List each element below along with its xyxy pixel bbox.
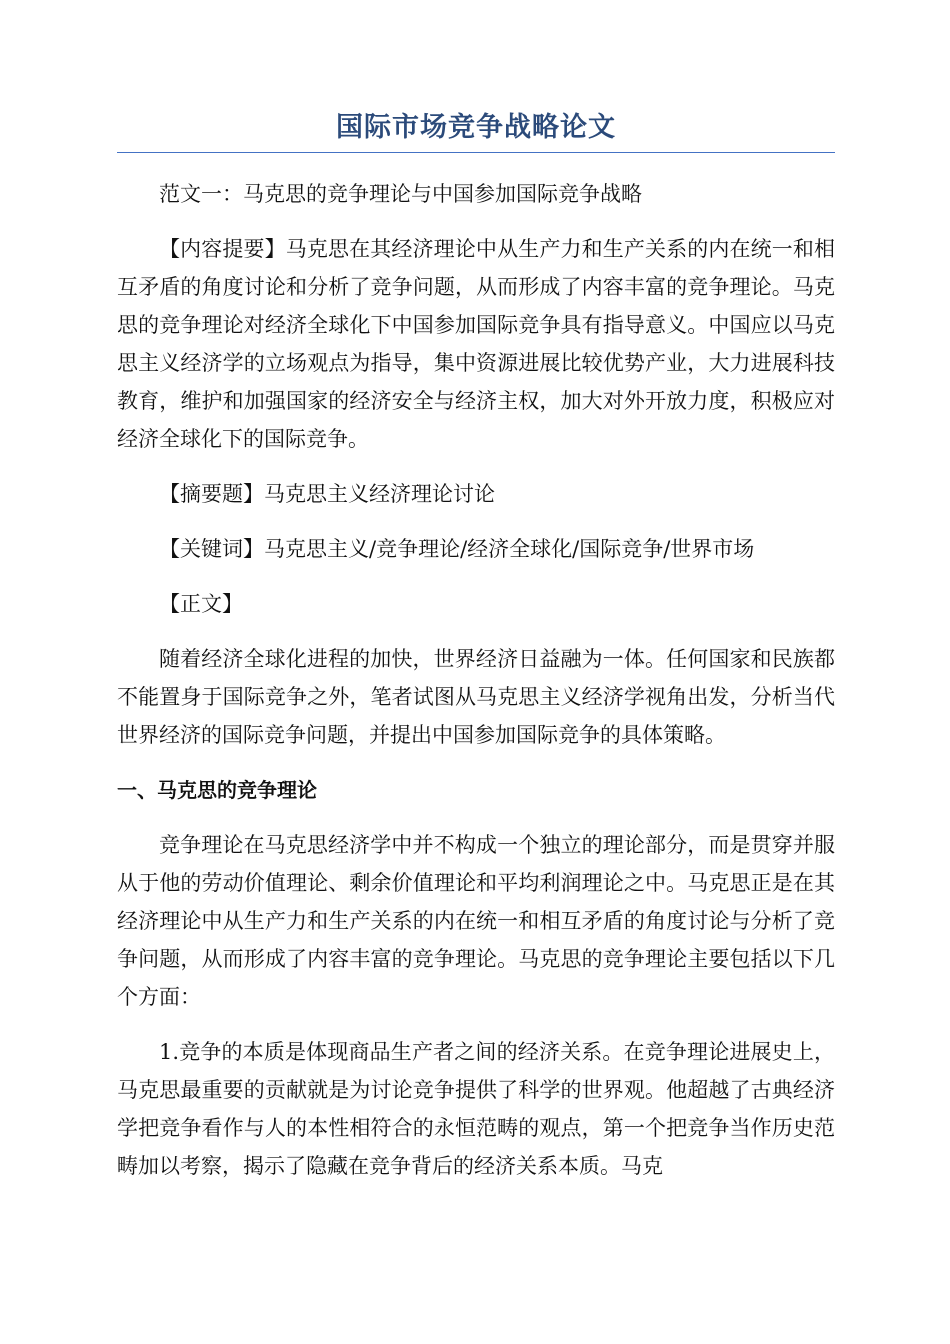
- keywords-line: 【关键词】马克思主义/竞争理论/经济全球化/国际竞争/世界市场: [159, 537, 755, 561]
- section-paragraph: 1.竞争的本质是体现商品生产者之间的经济关系。在竞争理论进展史上，马克思最重要的贡献就是为讨论竞争提供了科学的世界观。他超越了古典经济学把竞争看作与人的本性相符合的永恒范畴的观点，第一个把竞争当作历史范畴加以考察，揭示了隐藏在竞争背后的经济关系本质。马克: [117, 1040, 835, 1178]
- section-paragraph: 竞争理论在马克思经济学中并不构成一个独立的理论部分，而是贯穿并服从于他的劳动价值理论、剩余价值理论和平均利润理论之中。马克思正是在其经济理论中从生产力和生产关系的内在统一和相互矛盾的角度讨论与分析了竞争问题，从而形成了内容丰富的竞争理论。马克思的竞争理论主要包括以下几个方面：: [117, 833, 835, 1009]
- document-title: 国际市场竞争战略论文: [117, 108, 835, 153]
- abstract-paragraph: 【内容提要】马克思在其经济理论中从生产力和生产关系的内在统一和相互矛盾的角度讨论和分析了竞争问题，从而形成了内容丰富的竞争理论。马克思的竞争理论对经济全球化下中国参加国际竞争具有指导意义。中国应以马克思主义经济学的立场观点为指导，集中资源进展比较优势产业，大力进展科技教育，维护和加强国家的经济安全与经济主权，加大对外开放力度，积极应对经济全球化下的国际竞争。: [117, 237, 835, 451]
- subject-line: 【摘要题】马克思主义经济理论讨论: [159, 482, 495, 506]
- section-heading: 一、马克思的竞争理论: [117, 778, 317, 802]
- document-subtitle: 范文一：马克思的竞争理论与中国参加国际竞争战略: [159, 182, 642, 206]
- intro-paragraph: 随着经济全球化进程的加快，世界经济日益融为一体。任何国家和民族都不能置身于国际竞争之外，笔者试图从马克思主义经济学视角出发，分析当代世界经济的国际竞争问题，并提出中国参加国际竞争的具体策略。: [117, 647, 835, 747]
- body-label: 【正文】: [159, 592, 243, 616]
- document-page: [117, 108, 835, 1185]
